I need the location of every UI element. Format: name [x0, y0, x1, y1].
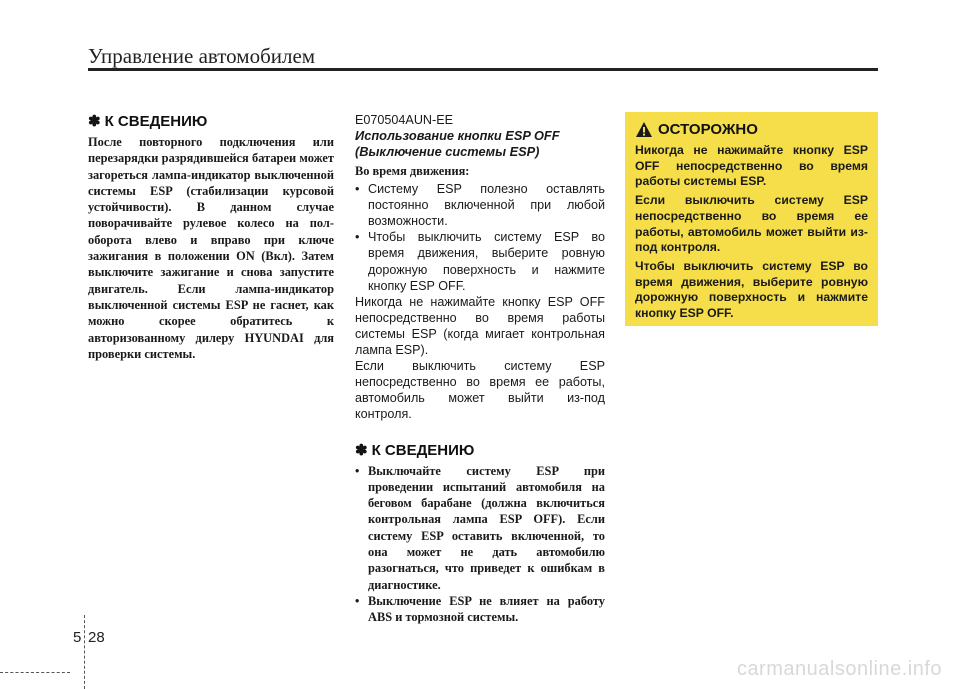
caution-box — [625, 112, 878, 326]
note-bullet-list — [355, 463, 605, 626]
driving-bullet-list — [355, 181, 605, 294]
star-icon: ✽ — [88, 113, 101, 130]
caution-paragraph: Никогда не нажимайте кнопку ESP OFF непосредственно во время работы системы ESP. — [635, 143, 868, 189]
note-heading-text: К СВЕДЕНИЮ — [104, 113, 208, 130]
chapter-number: 5 — [73, 629, 82, 646]
caution-paragraph: Чтобы выключить систему ESP во время движения, выберите ровную дорожную поверхность и нажмите кнопку ESP OFF. — [635, 258, 868, 321]
crop-mark-vertical — [84, 615, 85, 689]
star-icon: ✽ — [355, 441, 368, 459]
section-subtitle: Использование кнопки ESP OFF (Выключение системы ESP) — [355, 128, 560, 160]
list-item: • Чтобы выключить систему ESP во время движения, выберите ровную дорожную поверхность и нажмите кнопку ESP OFF. — [355, 229, 605, 293]
page-number: 28 — [88, 629, 105, 646]
list-item: • Систему ESP полезно оставлять постоянно включенной при любой возможности. — [355, 181, 605, 229]
paragraph-loss-of-control: Если выключить систему ESP непосредственно во время ее работы, автомобиль может выйти из-под контроля. — [355, 359, 605, 422]
driving-label: Во время движения: — [355, 164, 470, 179]
note-heading — [88, 112, 334, 130]
middle-column — [355, 112, 605, 625]
note-heading-2 — [355, 441, 605, 459]
caution-paragraph: Если выключить систему ESP непосредственно во время ее работы, автомобиль может выйти из-под контроля. — [635, 193, 868, 255]
caution-title: ОСТОРОЖНО — [658, 121, 758, 138]
section-code: E070504AUN-EE — [355, 113, 454, 127]
list-item: • Выключение ESP не влияет на работу ABS и тормозной системы. — [355, 593, 605, 626]
left-column — [88, 112, 334, 362]
note-paragraph: После повторного подключения или перезарядки разрядившейся батареи может загореться лампа-индикатор выключенной системы ESP (стабилизации курсовой устойчивости). В данном случае поворачивайте рулевое колесо на пол-оборота влево и вправо при ключе зажигания в положении ON (Вкл). Затем выключите зажигание и снова запустите двигатель. Если лампа-индикатор выключенной системы ESP не гаснет, как можно скорее обратитесь к авторизованному дилеру HYUNDAI для проверки системы. — [88, 135, 334, 361]
caution-header — [635, 121, 868, 138]
page-header-title: Управление автомобилем — [88, 44, 316, 68]
warning-triangle-icon — [635, 121, 653, 138]
crop-mark-horizontal — [0, 672, 70, 673]
paragraph-never-press: Никогда не нажимайте кнопку ESP OFF непосредственно во время работы системы ESP (когда мигает контрольная лампа ESP). — [355, 294, 605, 358]
header-rule — [88, 68, 878, 71]
footer-watermark: carmanualsonline.info — [736, 658, 942, 680]
note-heading-text: К СВЕДЕНИЮ — [371, 441, 475, 459]
list-item: • Выключайте систему ESP при проведении испытаний автомобиля на беговом барабане (должна включиться контрольная лампа ESP OFF). Если систему ESP оставить включенной, то она может не дать автомобилю разогнаться, что приведет к ошибкам в диагностике. — [355, 463, 605, 593]
